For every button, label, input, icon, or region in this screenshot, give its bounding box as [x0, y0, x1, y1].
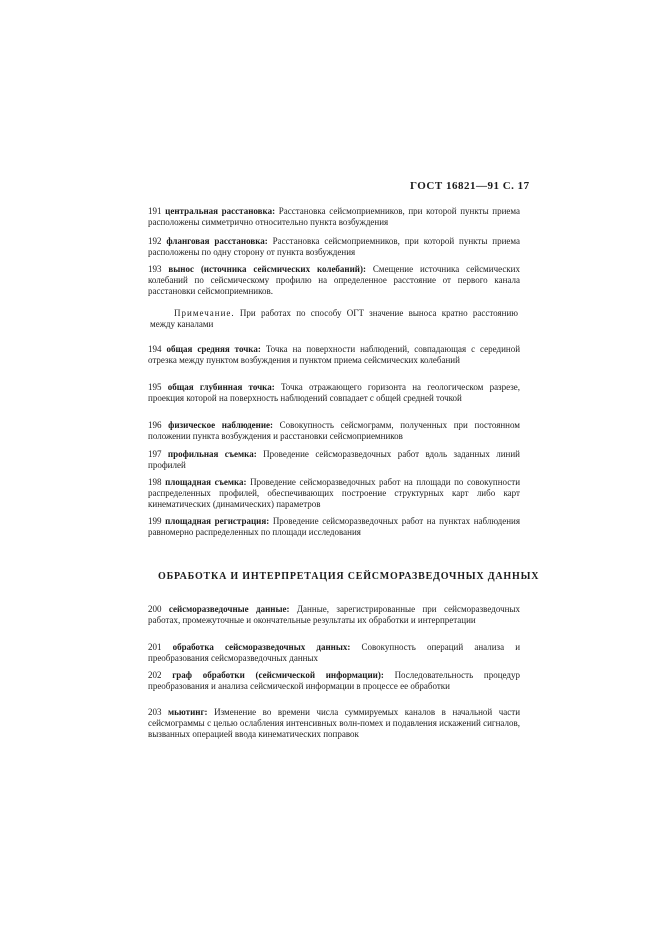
entry-198: 198 площадная съемка: Проведение сейсморазведочных работ на площади по совокупности распределенных профилей, обеспечивающих построение структурных карт либо карт кинематических (динамических) параметров — [148, 477, 521, 509]
entry-193: 193 вынос (источника сейсмических колебаний): Смещение источника сейсмических колебаний по сейсмическому профилю на определенное расстояние от первого канала расстановки сейсмоприемников. — [148, 264, 520, 296]
entry-201: 201 обработка сейсморазведочных данных: Совокупность операций анализа и преобразования сейсморазведочных данных — [148, 642, 521, 663]
note-label: Примечание. — [174, 308, 235, 318]
entry-199: 199 площадная регистрация: Проведение сейсморазведочных работ на пунктах наблюдения равномерно распределенных по площади исследования — [148, 516, 520, 537]
entry-202: 202 граф обработки (сейсмической информации): Последовательность процедур преобразования и анализа сейсмической информации в процессе ее обработки — [148, 670, 521, 691]
entry-200: 200 сейсморазведочные данные: Данные, зарегистрированные при сейсморазведочных работах, промежуточные и окончательные результаты их обработки и интерпретации — [148, 604, 520, 625]
entry-194: 194 общая средняя точка: Точка на поверхности наблюдений, совпадающая с серединой отрезка между пунктом возбуждения и пунктом приема сейсмических колебаний — [148, 344, 521, 365]
entry-203: 203 мьютинг: Изменение во времени числа суммируемых каналов в начальной части сейсмограммы с целью ослабления интенсивных волн-помех и подавления искажений сигналов, вызванных операцией ввода кинематических поправок — [148, 707, 521, 739]
entry-192: 192 фланговая расстановка: Расстановка сейсмоприемников, при которой пункты приема расположены по одну сторону от пункта возбуждения — [148, 236, 521, 257]
entry-191: 191 центральная расстановка: Расстановка сейсмоприемников, при которой пункты приема расположены симметрично относительно пункта возбуждения — [148, 206, 521, 227]
entry-197: 197 профильная съемка: Проведение сейсморазведочных работ вдоль заданных линий профилей — [148, 449, 520, 470]
entry-195: 195 общая глубинная точка: Точка отражающего горизонта на геологическом разрезе, проекция которой на поверхность наблюдений совпадает с общей средней точкой — [148, 382, 521, 403]
entry-196: 196 физическое наблюдение: Совокупность сейсмограмм, полученных при постоянном положении пункта возбуждения и расстановки сейсмоприемников — [148, 420, 520, 441]
note-text: При работах по способу ОГТ значение выноса кратно расстоянию между каналами — [150, 308, 518, 329]
page-header: ГОСТ 16821—91 С. 17 — [410, 180, 530, 192]
section-title: ОБРАБОТКА И ИНТЕРПРЕТАЦИЯ СЕЙСМОРАЗВЕДОЧНЫХ ДАННЫХ — [158, 571, 540, 582]
note — [150, 308, 518, 330]
